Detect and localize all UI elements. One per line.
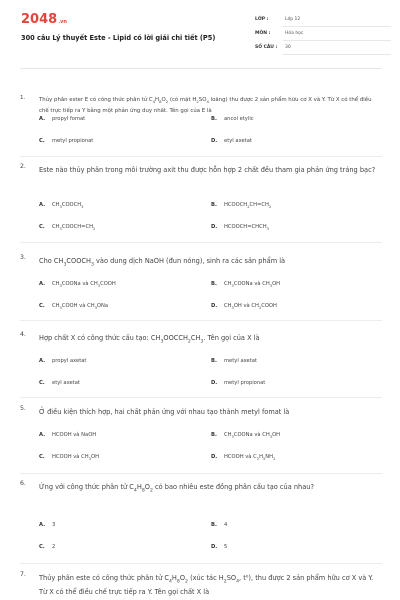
option-a[interactable]: A. HCOOH và NaOH	[39, 432, 97, 438]
meta-class	[255, 17, 300, 22]
option-d[interactable]: D. 5	[211, 544, 228, 550]
question-text: Ứng với công thức phân tử $C_4H_8O_2$ có bao nhiêu este đồng phân cấu tạo của nhau?	[39, 483, 314, 494]
option-b[interactable]: B. $CH_3COONa$ và $CH_3OH$	[211, 281, 281, 289]
option-d[interactable]: D. HCOOH và $C_2H_5NH_2$	[211, 454, 276, 462]
option-d[interactable]: D. etyl axetat	[211, 138, 252, 144]
question-divider	[20, 320, 382, 321]
question-number: 7.	[20, 571, 26, 578]
question-text: Thủy phân ester E có công thức phân tử $C_4H_8O_2$ (có mặt $H_2SO_4$ loãng) thu được 2 sản phẩm hữu cơ X và Y. Từ X có thể điều chế trực tiếp ra Y bằng một phản ứng duy nhất. Tên gọi của E là	[39, 97, 372, 114]
question-text: Thủy phân este có công thức phân tử $C_4H_8O_2$ (xúc tác $H_2SO_4$, t⁰), thu được 2 sản phẩm hữu cơ X và Y. Từ X có thể điều chế trực tiếp ra Y. Tên gọi chất X là	[39, 574, 374, 596]
meta-value: Lớp 12	[285, 17, 301, 22]
header-divider	[20, 68, 382, 69]
question-text: Ở điều kiện thích hợp, hai chất phản ứng với nhau tạo thành metyl fomat là	[39, 408, 290, 416]
logo-suffix: .vn	[58, 19, 67, 25]
option-c[interactable]: C. $CH_3COOH$ và $CH_3ONa$	[39, 303, 109, 311]
question-number: 6.	[20, 480, 26, 487]
meta-underline	[283, 40, 391, 41]
question-number: 3.	[20, 254, 26, 261]
question-text: Este nào thủy phân trong môi trường axit thu được hỗn hợp 2 chất đều tham gia phản ứng tráng bạc?	[39, 166, 376, 174]
meta-label: MÔN :	[255, 31, 271, 36]
option-a[interactable]: A. $CH_3COONa$ và $CH_3COOH$	[39, 281, 116, 289]
meta-label: LỚP :	[255, 17, 269, 22]
question-number: 1.	[20, 95, 26, 101]
option-d[interactable]: D. metyl propionat	[211, 380, 266, 386]
worksheet-header	[0, 0, 400, 64]
option-a[interactable]: A. propyl fomat	[39, 116, 86, 122]
meta-value: Hóa học	[285, 31, 304, 36]
option-c[interactable]: C. $CH_3COOCH=CH_2$	[39, 224, 96, 232]
question-divider	[20, 563, 382, 564]
logo-main: 2048	[21, 12, 58, 27]
meta-value: 30	[285, 45, 291, 50]
question-divider	[20, 397, 382, 398]
meta-subject	[255, 31, 303, 36]
question-divider	[20, 473, 382, 474]
site-logo[interactable]	[21, 12, 67, 27]
question-divider	[20, 242, 382, 243]
option-b[interactable]: B. metyl axetat	[211, 358, 257, 364]
meta-label: SỐ CÂU :	[255, 45, 278, 50]
option-c[interactable]: C. HCOOH và $CH_3OH$	[39, 454, 99, 462]
option-a[interactable]: A. $CH_3COOCH_3$	[39, 202, 84, 210]
question-number: 2.	[20, 163, 26, 170]
option-a[interactable]: A. 3	[39, 522, 56, 528]
question-text: Cho $CH_3COOCH_3$ vào dung dịch NaOH (đun nóng), sinh ra các sản phẩm là	[39, 257, 286, 268]
option-c[interactable]: C. metyl propionat	[39, 138, 94, 144]
option-c[interactable]: C. etyl axetat	[39, 380, 80, 386]
document-title: 300 câu Lý thuyết Este - Lipid có lời giải chi tiết (P5)	[21, 34, 216, 42]
question-number: 5.	[20, 405, 26, 412]
option-d[interactable]: D. $CH_3OH$ và $CH_3COOH$	[211, 303, 277, 311]
option-b[interactable]: B. $CH_3COONa$ và $CH_3OH$	[211, 432, 281, 440]
question-number: 4.	[20, 331, 26, 338]
meta-count	[255, 45, 291, 50]
meta-underline	[283, 54, 391, 55]
option-a[interactable]: A. propyl axetat	[39, 358, 87, 364]
question-divider	[20, 156, 382, 157]
question-text: Hợp chất X có công thức cấu tạo: $CH_3OOCCH_2CH_3$. Tên gọi của X là	[39, 334, 260, 345]
option-c[interactable]: C. 2	[39, 544, 56, 550]
option-d[interactable]: D. $HCOOCH=CHCH_3$	[211, 224, 269, 232]
option-b[interactable]: B. $HCOOCH_2CH=CH_2$	[211, 202, 272, 210]
meta-underline	[283, 26, 391, 27]
option-b[interactable]: B. 4	[211, 522, 228, 528]
option-b[interactable]: B. ancol etylic	[211, 116, 254, 122]
